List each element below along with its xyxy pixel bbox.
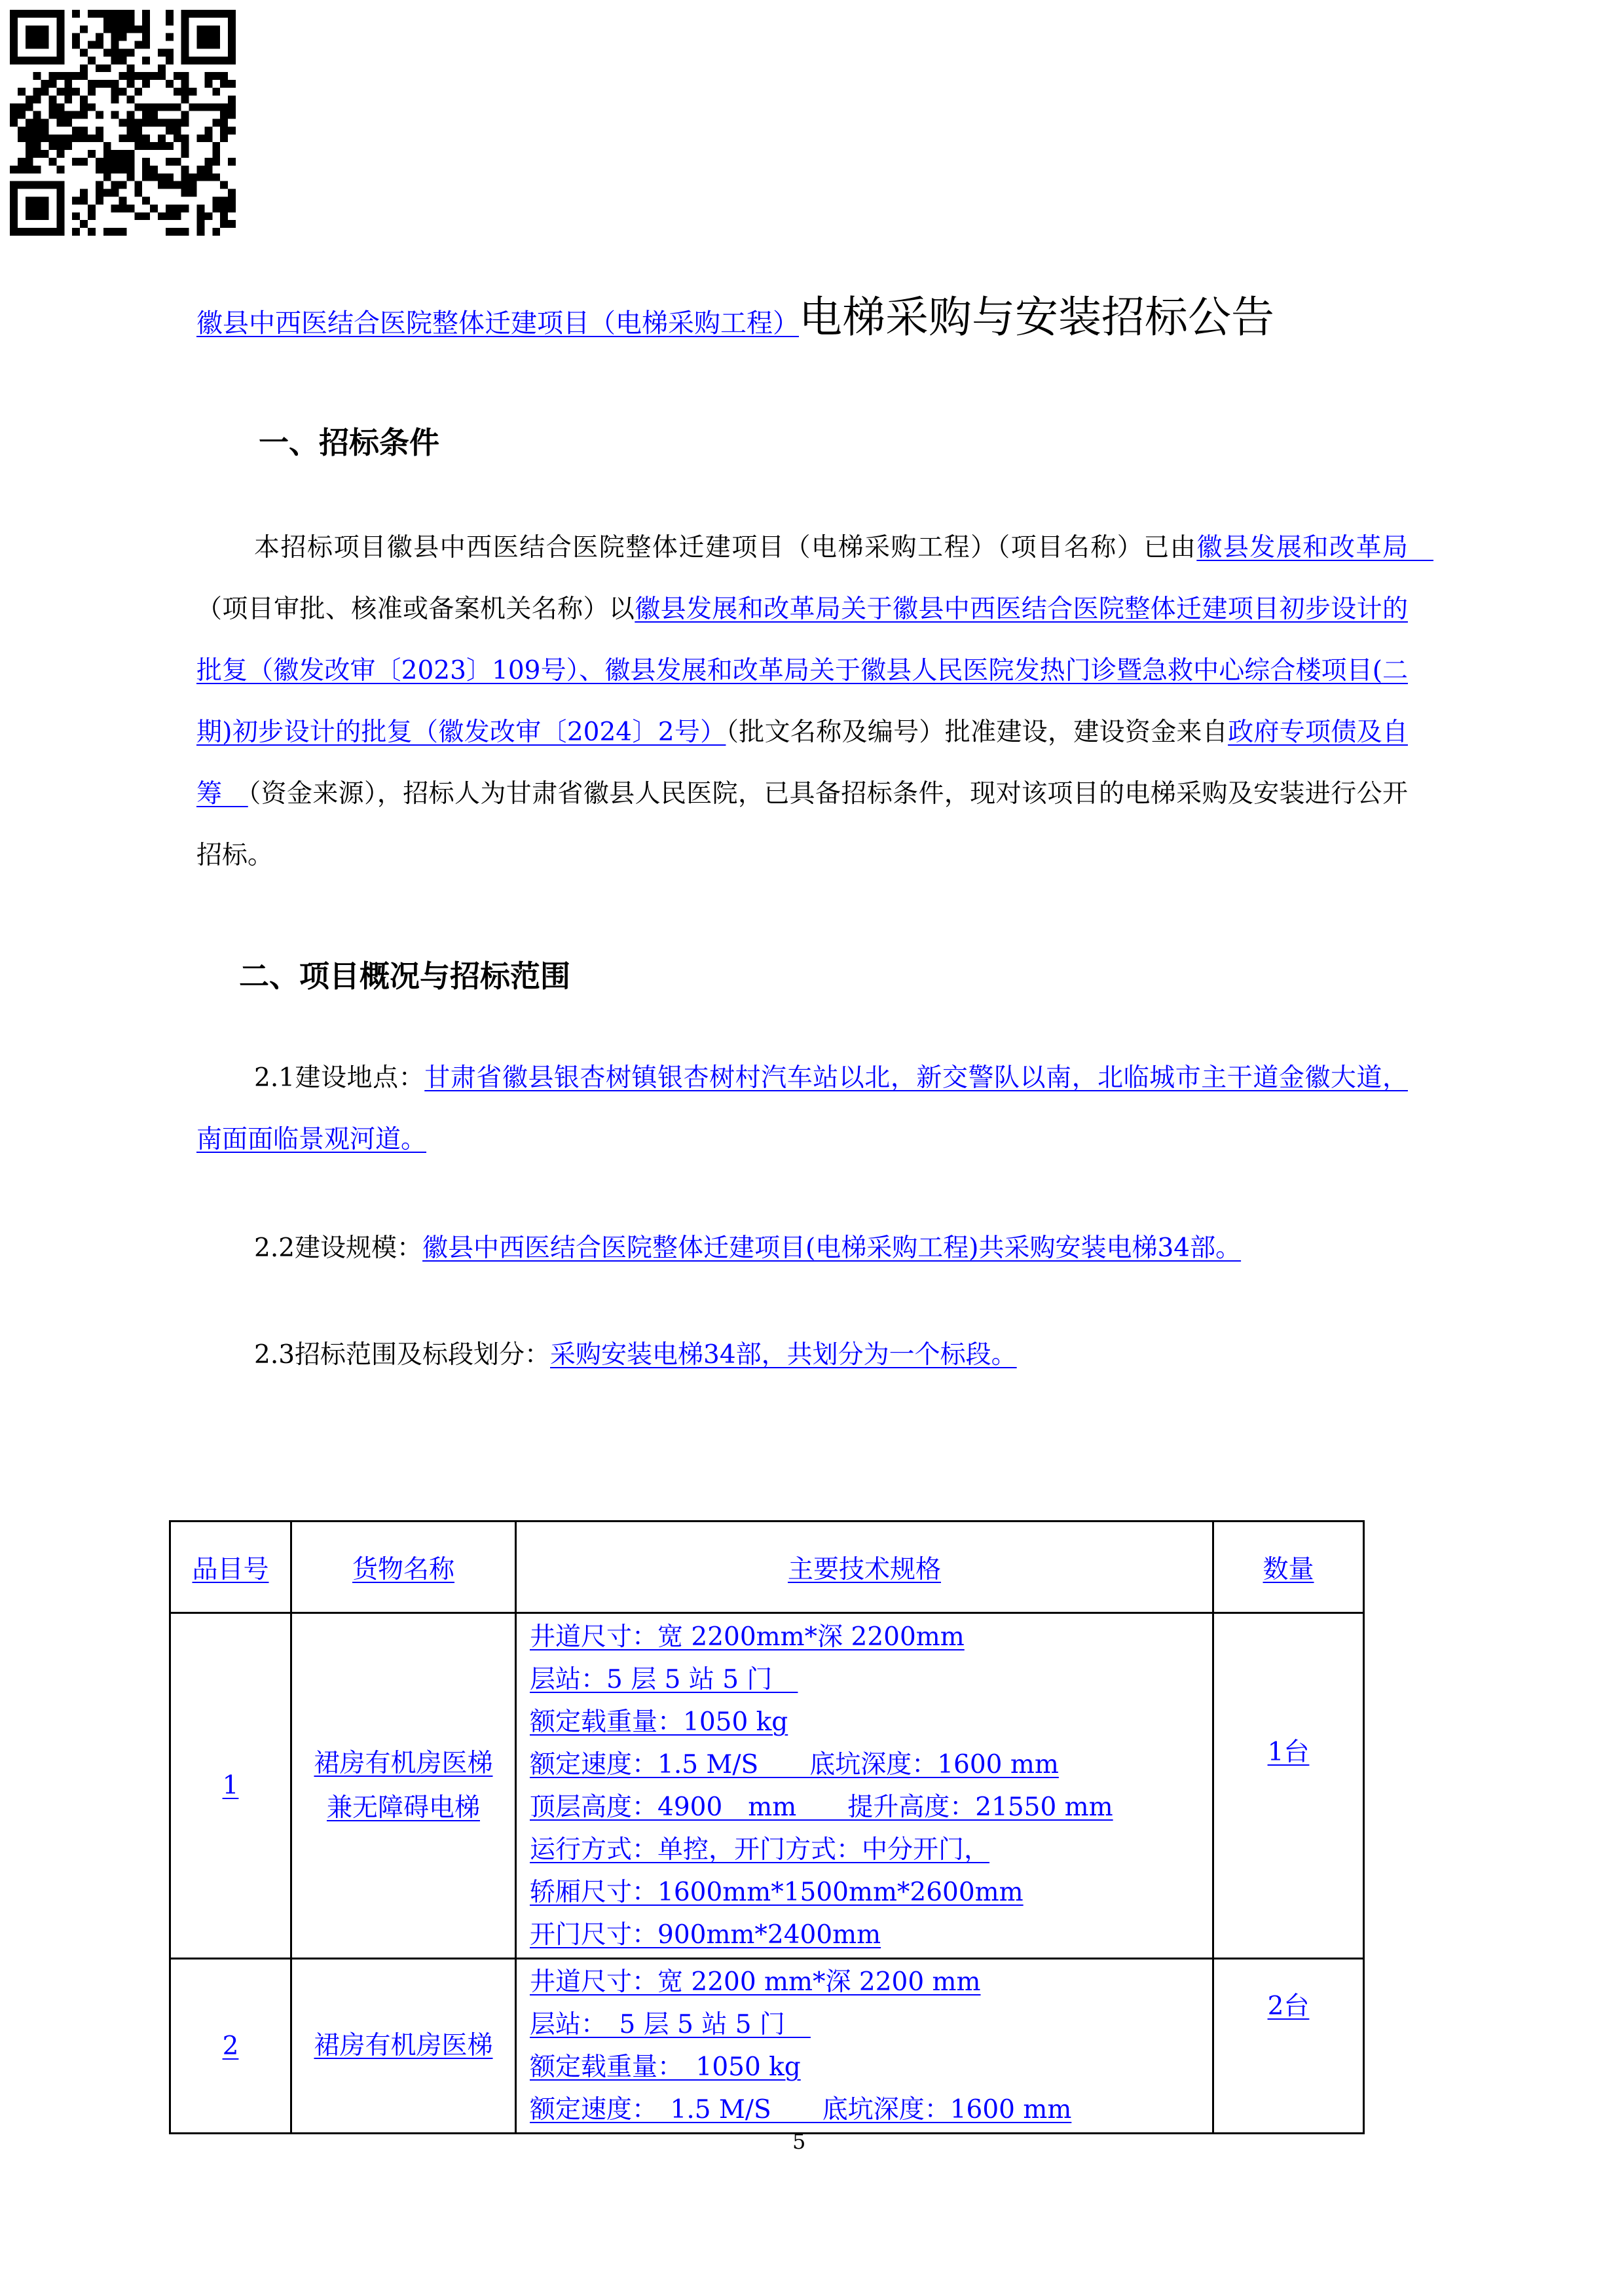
spec-line: 运行方式：单控，开门方式：中分开门， bbox=[530, 1834, 990, 1865]
bidding-scope-paragraph bbox=[196, 1324, 1408, 1386]
header-goods-name: 货物名称 bbox=[291, 1522, 516, 1613]
scale-value-link[interactable]: 徽县中西医结合医院整体迁建项目(电梯采购工程)共采购安装电梯34部。 bbox=[422, 1233, 1242, 1263]
funding-source-link[interactable]: 政府专项债及自筹 bbox=[196, 718, 1408, 809]
quantity-cell: 1台 bbox=[1213, 1613, 1364, 1959]
conditions-text-2: （项目审批、核准或备案机关名称）以 bbox=[196, 594, 635, 624]
quantity-cell: 2台 bbox=[1213, 1959, 1364, 2134]
scale-label: 2.2建设规模： bbox=[254, 1233, 423, 1263]
goods-table bbox=[169, 1520, 1365, 2134]
specs-cell bbox=[516, 1613, 1213, 1959]
header-item-no: 品目号 bbox=[170, 1522, 291, 1613]
spec-line: 额定载重量： 1050 kg bbox=[530, 2052, 801, 2082]
scope-label: 2.3招标范围及标段划分： bbox=[254, 1340, 551, 1370]
spec-line: 额定载重量：1050 kg bbox=[530, 1707, 788, 1737]
table-row bbox=[170, 1959, 1364, 2134]
location-label: 2.1建设地点： bbox=[254, 1063, 425, 1093]
goods-name-cell: 裙房有机房医梯兼无障碍电梯 bbox=[291, 1613, 516, 1959]
item-no-cell: 2 bbox=[170, 1959, 291, 2134]
title-project-link[interactable]: 徽县中西医结合医院整体迁建项目（电梯采购工程） bbox=[196, 308, 799, 338]
goods-name-cell: 裙房有机房医梯 bbox=[291, 1959, 516, 2134]
header-quantity: 数量 bbox=[1213, 1522, 1364, 1613]
scope-value-link[interactable]: 采购安装电梯34部，共划分为一个标段。 bbox=[550, 1340, 1017, 1370]
construction-scale-paragraph bbox=[196, 1218, 1408, 1279]
conditions-text-1: 本招标项目徽县中西医结合医院整体迁建项目（电梯采购工程）（项目名称）已由 bbox=[254, 533, 1197, 562]
spec-line: 井道尺寸：宽 2200 mm*深 2200 mm bbox=[530, 1967, 981, 1997]
spec-line: 顶层高度：4900 mm 提升高度：21550 mm bbox=[530, 1792, 1113, 1822]
table-header-row bbox=[170, 1522, 1364, 1613]
spec-line: 额定速度： 1.5 M/S 底坑深度：1600 mm bbox=[530, 2095, 1072, 2124]
spec-line: 开门尺寸：900mm*2400mm bbox=[530, 1920, 881, 1950]
conditions-text-3: （批文名称及编号）批准建设，建设资金来自 bbox=[726, 718, 1228, 747]
table-row bbox=[170, 1613, 1364, 1959]
location-value-link[interactable]: 甘肃省徽县银杏树镇银杏树村汽车站以北，新交警队以南，北临城市主干道金徽大道，南面面临景观河道。 bbox=[196, 1063, 1408, 1154]
spec-line: 层站： 5 层 5 站 5 门 bbox=[530, 2010, 811, 2039]
spec-line: 井道尺寸：宽 2200mm*深 2200mm bbox=[530, 1622, 965, 1652]
spec-line: 额定速度：1.5 M/S 底坑深度：1600 mm bbox=[530, 1749, 1059, 1779]
header-specs: 主要技术规格 bbox=[516, 1522, 1213, 1613]
qr-code bbox=[10, 10, 236, 236]
title-main: 电梯采购与安装招标公告 bbox=[799, 292, 1274, 342]
conditions-text-4: （资金来源），招标人为甘肃省徽县人民医院，已具备招标条件，现对该项目的电梯采购及安装进行公开招标。 bbox=[196, 779, 1408, 870]
approval-authority-link[interactable]: 徽县发展和改革局 bbox=[1196, 533, 1433, 562]
section-heading-project-overview: 二、项目概况与招标范围 bbox=[239, 958, 570, 994]
item-no-cell: 1 bbox=[170, 1613, 291, 1959]
bidding-conditions-paragraph bbox=[196, 517, 1433, 886]
spec-line: 轿厢尺寸：1600mm*1500mm*2600mm bbox=[530, 1877, 1024, 1907]
section-heading-bidding-conditions: 一、招标条件 bbox=[259, 425, 439, 460]
approval-document-link[interactable]: 徽县发展和改革局关于徽县中西医结合医院整体迁建项目初步设计的批复（徽发改审〔2023〕109号）、徽县发展和改革局关于徽县人民医院发热门诊暨急救中心综合楼项目(二期)初步设计的批复（徽发改审〔2024〕2号） bbox=[196, 594, 1408, 747]
spec-line: 层站：5 层 5 站 5 门 bbox=[530, 1664, 798, 1694]
page-number: 5 bbox=[792, 2129, 806, 2154]
construction-location-paragraph bbox=[196, 1048, 1408, 1171]
document-title bbox=[196, 288, 1428, 353]
specs-cell bbox=[516, 1959, 1213, 2134]
